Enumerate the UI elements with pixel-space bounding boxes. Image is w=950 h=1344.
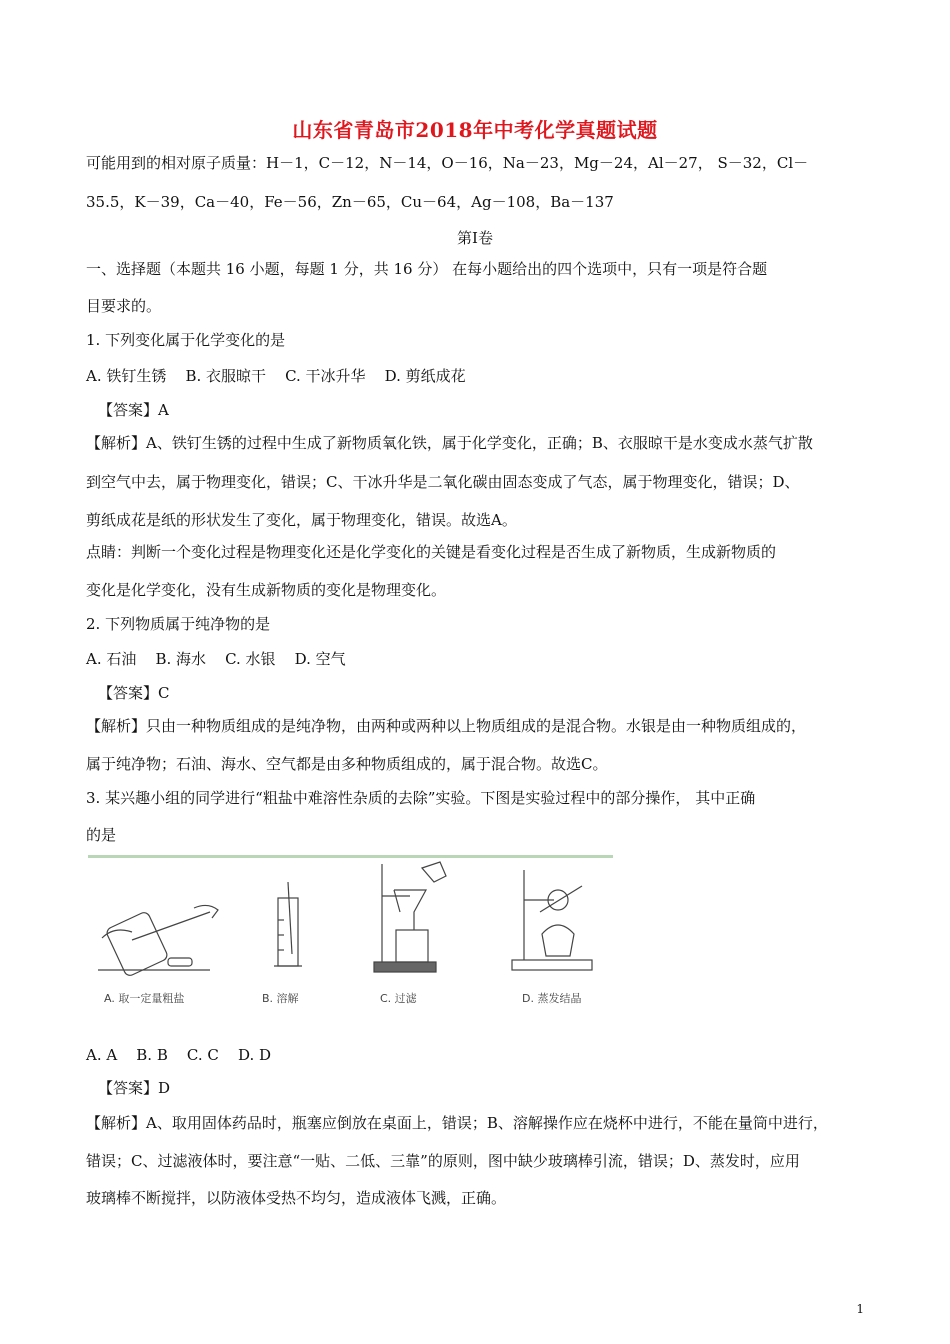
q1-analysis-line-1: 【解析】A、铁钉生锈的过程中生成了新物质氧化铁，属于化学变化，正确；B、衣服晾干是水变成水蒸气扩散 [86, 434, 813, 452]
q2-analysis-line-2: 属于纯净物；石油、海水、空气都是由多种物质组成的，属于混合物。故选C。 [86, 755, 608, 773]
figure-label-c: C. 过滤 [380, 992, 417, 1005]
q1-analysis-line-2: 到空气中去，属于物理变化，错误；C、干冰升华是二氧化碳由固态变成了气态，属于物理变化，错误；D、 [86, 473, 800, 491]
q2-answer: 【答案】C [98, 684, 170, 702]
q2-stem: 2. 下列物质属于纯净物的是 [86, 615, 271, 633]
atomic-mass-line-2: 35.5，K－39，Ca－40，Fe－56，Zn－65，Cu－64，Ag－108，Ba－137 [86, 193, 614, 211]
q3-analysis-line-2: 错误；C、过滤液体时，要注意“一贴、二低、三靠”的原则，图中缺少玻璃棒引流，错误；D、蒸发时，应用 [86, 1152, 800, 1170]
q3-answer: 【答案】D [98, 1079, 171, 1097]
figure-label-d: D. 蒸发结晶 [522, 992, 582, 1005]
figure-b-dissolving [274, 882, 302, 966]
q3-analysis-line-3: 玻璃棒不断搅拌，以防液体受热不均匀，造成液体飞溅，正确。 [86, 1189, 507, 1207]
instructions-line-1: 一、选择题（本题共 16 小题，每题 1 分，共 16 分） 在每小题给出的四个选项中，只有一项是符合题 [86, 260, 768, 278]
q1-tip-line-1: 点睛：判断一个变化过程是物理变化还是化学变化的关键是看变化过程是否生成了新物质，生成新物质的 [86, 543, 777, 561]
instructions-line-2: 目要求的。 [86, 297, 162, 315]
document-title: 山东省青岛市2018年中考化学真题试题 [292, 118, 658, 142]
figure-top-rule [88, 855, 613, 858]
page-number: 1 [856, 1302, 864, 1316]
section-title: 第Ⅰ卷 [457, 229, 493, 247]
q1-stem: 1. 下列变化属于化学变化的是 [86, 331, 286, 349]
q3-options: A. A B. B C. C D. D [86, 1046, 272, 1064]
q3-analysis-line-1: 【解析】A、取用固体药品时，瓶塞应倒放在桌面上，错误；B、溶解操作应在烧杯中进行，不能在量筒中进行， [86, 1114, 828, 1132]
q3-stem-line-2: 的是 [86, 826, 117, 844]
q1-analysis-line-3: 剪纸成花是纸的形状发生了变化，属于物理变化，错误。故选A。 [86, 511, 517, 529]
figure-label-a: A. 取一定量粗盐 [104, 992, 185, 1005]
q1-options: A. 铁钉生锈 B. 衣服晾干 C. 干冰升华 D. 剪纸成花 [86, 367, 466, 385]
q1-tip-line-2: 变化是化学变化，没有生成新物质的变化是物理变化。 [86, 581, 447, 599]
figure-a-taking-salt [98, 905, 218, 977]
q2-analysis-line-1: 【解析】只由一种物质组成的是纯净物，由两种或两种以上物质组成的是混合物。水银是由一种物质组成的， [86, 717, 807, 735]
q3-stem-line-1: 3. 某兴趣小组的同学进行“粗盐中难溶性杂质的去除”实验。下图是实验过程中的部分操作， 其中正确 [86, 789, 756, 807]
figure-c-filtering [374, 862, 446, 972]
lab-operations-figure [92, 860, 617, 1010]
q1-answer: 【答案】A [98, 401, 169, 419]
atomic-mass-line-1: 可能用到的相对原子质量：H－1，C－12，N－14，O－16，Na－23，Mg－24，Al－27， S－32，Cl－ [86, 154, 809, 172]
q2-options: A. 石油 B. 海水 C. 水银 D. 空气 [86, 650, 346, 668]
figure-d-evaporating [512, 870, 592, 970]
figure-label-b: B. 溶解 [262, 992, 299, 1005]
